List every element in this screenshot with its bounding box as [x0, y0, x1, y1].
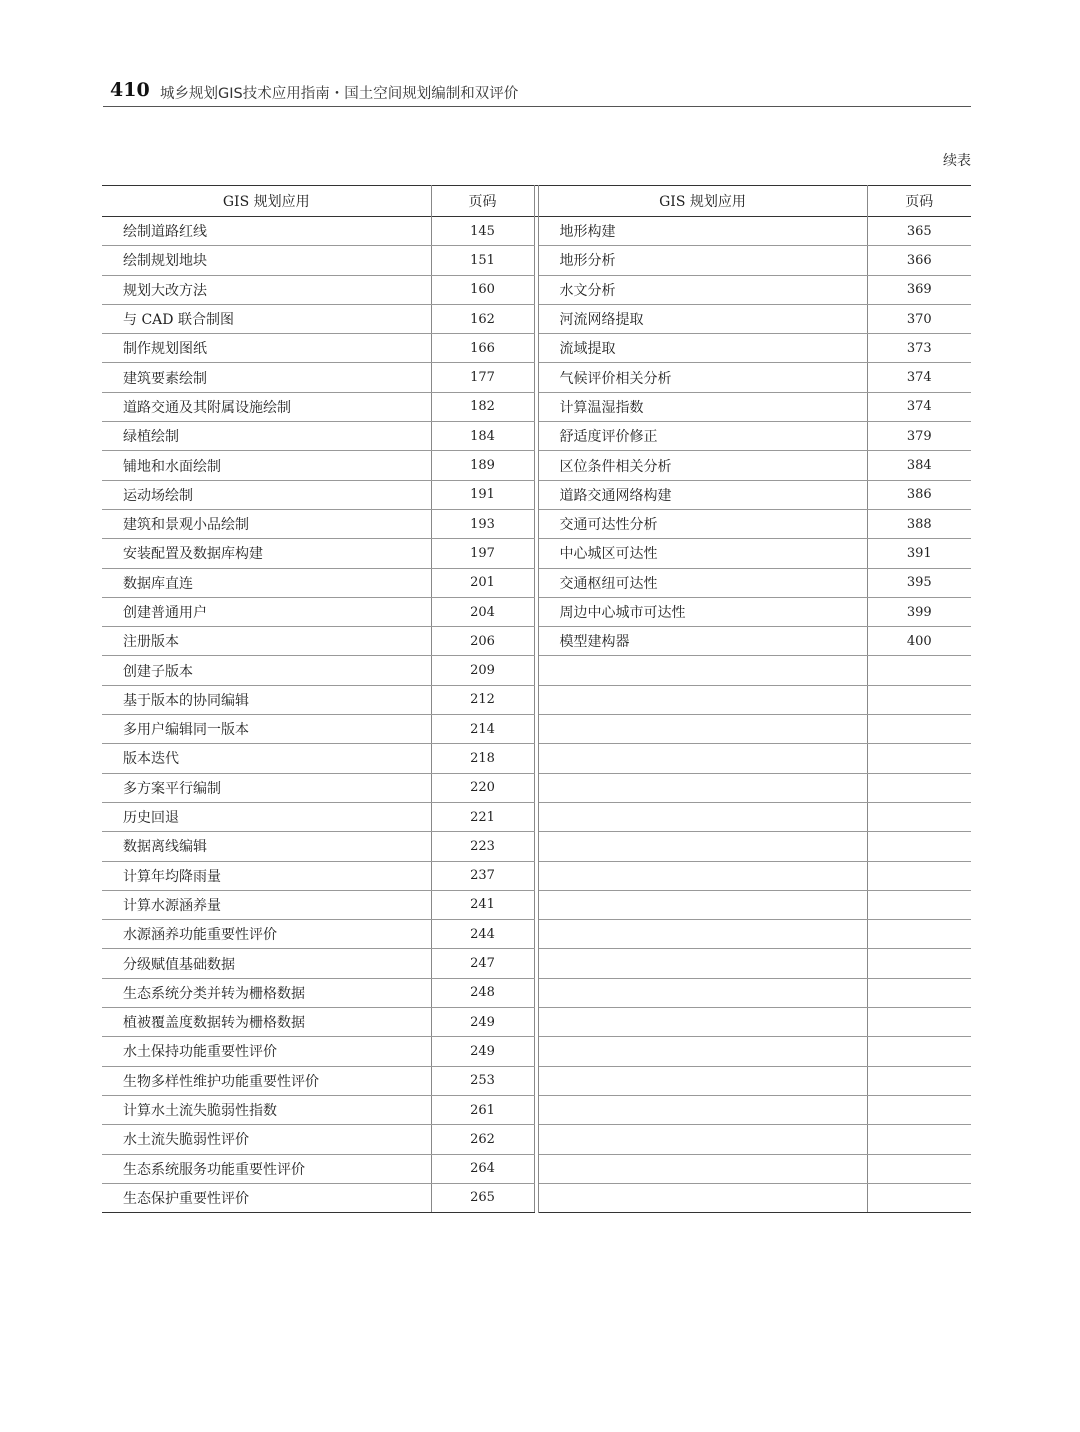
entry-name-left: 多用户编辑同一版本: [102, 715, 431, 744]
table-row: [102, 480, 971, 509]
table-row: [102, 1037, 971, 1066]
entry-name-right: [538, 715, 867, 744]
entry-name-right: 水文分析: [538, 275, 867, 304]
entry-name-right: [538, 978, 867, 1007]
table-header-row: [102, 186, 971, 217]
entry-name-left: 绿植绘制: [102, 422, 431, 451]
entry-name-left: 数据库直连: [102, 568, 431, 597]
entry-page-right: [867, 1125, 971, 1154]
entry-page-right: [867, 949, 971, 978]
entry-page-left: 204: [431, 597, 534, 626]
header-page-right: 页码: [905, 194, 934, 210]
entry-page-right: [867, 832, 971, 861]
entry-name-right: [538, 685, 867, 714]
table-row: [102, 890, 971, 919]
entry-name-right: 中心城区可达性: [538, 539, 867, 568]
entry-name-left: 道路交通及其附属设施绘制: [102, 392, 431, 421]
entry-name-right: [538, 1154, 867, 1183]
entry-name-left: 计算水土流失脆弱性指数: [102, 1095, 431, 1124]
entry-name-left: 基于版本的协同编辑: [102, 685, 431, 714]
entry-name-left: 生态保护重要性评价: [102, 1183, 431, 1212]
entry-name-right: [538, 1095, 867, 1124]
entry-name-right: [538, 744, 867, 773]
entry-name-right: [538, 861, 867, 890]
entry-page-left: 197: [431, 539, 534, 568]
entry-name-left: 与 CAD 联合制图: [102, 304, 431, 333]
entry-page-right: 365: [867, 217, 971, 246]
entry-page-right: [867, 1066, 971, 1095]
entry-name-left: 生物多样性维护功能重要性评价: [102, 1066, 431, 1095]
entry-page-right: [867, 773, 971, 802]
entry-page-right: 370: [867, 304, 971, 333]
entry-page-left: 265: [431, 1183, 534, 1212]
entry-page-left: 214: [431, 715, 534, 744]
entry-name-right: [538, 1183, 867, 1212]
entry-page-right: [867, 1008, 971, 1037]
entry-page-right: [867, 802, 971, 831]
table-row: [102, 920, 971, 949]
entry-name-right: [538, 1066, 867, 1095]
entry-page-left: 182: [431, 392, 534, 421]
application-index-table: [102, 185, 971, 1213]
entry-page-left: 220: [431, 773, 534, 802]
entry-name-right: [538, 802, 867, 831]
table-row: [102, 509, 971, 538]
table-row: [102, 568, 971, 597]
table-row: [102, 949, 971, 978]
entry-name-left: 计算水源涵养量: [102, 890, 431, 919]
entry-page-left: 218: [431, 744, 534, 773]
header-application-right: GIS 规划应用: [538, 186, 867, 217]
entry-name-left: 注册版本: [102, 627, 431, 656]
entry-name-right: [538, 1037, 867, 1066]
entry-page-right: [867, 685, 971, 714]
entry-page-left: 247: [431, 949, 534, 978]
page-number: 410: [110, 79, 150, 101]
table-row: [102, 656, 971, 685]
table-row: [102, 715, 971, 744]
table-row: [102, 773, 971, 802]
entry-page-left: 253: [431, 1066, 534, 1095]
entry-name-right: 交通可达性分析: [538, 509, 867, 538]
entry-page-left: 223: [431, 832, 534, 861]
entry-name-right: 模型建构器: [538, 627, 867, 656]
entry-page-right: 366: [867, 246, 971, 275]
entry-page-right: 388: [867, 509, 971, 538]
table-row: [102, 451, 971, 480]
entry-page-left: 160: [431, 275, 534, 304]
entry-name-right: [538, 1008, 867, 1037]
table-row: [102, 304, 971, 333]
entry-name-left: 规划大改方法: [102, 275, 431, 304]
table-row: [102, 1095, 971, 1124]
entry-name-left: 建筑要素绘制: [102, 363, 431, 392]
entry-name-left: 水源涵养功能重要性评价: [102, 920, 431, 949]
entry-page-left: 166: [431, 334, 534, 363]
entry-page-right: 395: [867, 568, 971, 597]
entry-page-left: 249: [431, 1037, 534, 1066]
entry-name-left: 铺地和水面绘制: [102, 451, 431, 480]
entry-name-left: 创建普通用户: [102, 597, 431, 626]
table-row: [102, 744, 971, 773]
table-row: [102, 832, 971, 861]
table-row: [102, 685, 971, 714]
table-row: [102, 334, 971, 363]
entry-name-right: 地形分析: [538, 246, 867, 275]
entry-page-left: 177: [431, 363, 534, 392]
table-row: [102, 422, 971, 451]
entry-page-left: 191: [431, 480, 534, 509]
entry-name-right: [538, 920, 867, 949]
entry-name-right: [538, 949, 867, 978]
table-row: [102, 1008, 971, 1037]
entry-name-left: 版本迭代: [102, 744, 431, 773]
table-row: [102, 217, 971, 246]
entry-name-left: 计算年均降雨量: [102, 861, 431, 890]
entry-name-right: [538, 1125, 867, 1154]
entry-name-left: 绘制道路红线: [102, 217, 431, 246]
entry-page-left: 206: [431, 627, 534, 656]
table-row: [102, 392, 971, 421]
entry-page-right: [867, 744, 971, 773]
table-body: [102, 217, 971, 1213]
entry-name-right: 气候评价相关分析: [538, 363, 867, 392]
entry-page-left: 193: [431, 509, 534, 538]
table-row: [102, 363, 971, 392]
entry-name-left: 建筑和景观小品绘制: [102, 509, 431, 538]
entry-name-right: 河流网络提取: [538, 304, 867, 333]
entry-page-left: 221: [431, 802, 534, 831]
entry-page-left: 261: [431, 1095, 534, 1124]
table-row: [102, 802, 971, 831]
entry-page-right: 386: [867, 480, 971, 509]
table-row: [102, 275, 971, 304]
entry-page-left: 249: [431, 1008, 534, 1037]
entry-name-left: 多方案平行编制: [102, 773, 431, 802]
entry-page-right: 369: [867, 275, 971, 304]
entry-name-left: 运动场绘制: [102, 480, 431, 509]
entry-name-left: 生态系统分类并转为栅格数据: [102, 978, 431, 1007]
entry-page-left: 209: [431, 656, 534, 685]
entry-page-right: 374: [867, 392, 971, 421]
entry-page-left: 248: [431, 978, 534, 1007]
entry-page-right: 391: [867, 539, 971, 568]
entry-page-left: 264: [431, 1154, 534, 1183]
header-page-left: 页码: [468, 194, 497, 210]
entry-name-left: 制作规划图纸: [102, 334, 431, 363]
entry-name-left: 创建子版本: [102, 656, 431, 685]
entry-page-right: [867, 978, 971, 1007]
entry-name-right: 舒适度评价修正: [538, 422, 867, 451]
entry-page-right: [867, 1154, 971, 1183]
entry-name-right: [538, 832, 867, 861]
table-row: [102, 597, 971, 626]
entry-name-left: 历史回退: [102, 802, 431, 831]
entry-name-right: [538, 773, 867, 802]
entry-name-left: 分级赋值基础数据: [102, 949, 431, 978]
entry-page-left: 145: [431, 217, 534, 246]
entry-page-right: 379: [867, 422, 971, 451]
entry-page-right: [867, 656, 971, 685]
entry-name-left: 数据离线编辑: [102, 832, 431, 861]
entry-name-right: 周边中心城市可达性: [538, 597, 867, 626]
table-row: [102, 1125, 971, 1154]
entry-page-left: 201: [431, 568, 534, 597]
running-title: 城乡规划GIS技术应用指南・国土空间规划编制和双评价: [160, 86, 519, 102]
entry-name-right: 计算温湿指数: [538, 392, 867, 421]
entry-page-right: 373: [867, 334, 971, 363]
table-row: [102, 1154, 971, 1183]
entry-page-left: 151: [431, 246, 534, 275]
continued-label: 续表: [943, 153, 971, 169]
entry-page-left: 162: [431, 304, 534, 333]
entry-page-left: 241: [431, 890, 534, 919]
entry-page-right: [867, 1183, 971, 1212]
entry-name-left: 水土保持功能重要性评价: [102, 1037, 431, 1066]
table-row: [102, 627, 971, 656]
entry-page-left: 184: [431, 422, 534, 451]
entry-name-right: 交通枢纽可达性: [538, 568, 867, 597]
table-row: [102, 539, 971, 568]
entry-page-right: [867, 920, 971, 949]
entry-page-right: 384: [867, 451, 971, 480]
entry-page-left: 212: [431, 685, 534, 714]
entry-page-left: 244: [431, 920, 534, 949]
entry-page-right: [867, 861, 971, 890]
table-row: [102, 861, 971, 890]
entry-page-right: 399: [867, 597, 971, 626]
entry-page-right: [867, 1095, 971, 1124]
entry-name-left: 生态系统服务功能重要性评价: [102, 1154, 431, 1183]
entry-name-right: [538, 656, 867, 685]
entry-name-right: 区位条件相关分析: [538, 451, 867, 480]
table-row: [102, 978, 971, 1007]
entry-page-right: [867, 1037, 971, 1066]
entry-page-left: 237: [431, 861, 534, 890]
entry-name-right: [538, 890, 867, 919]
header-application-left: GIS 规划应用: [102, 186, 431, 217]
entry-name-left: 安装配置及数据库构建: [102, 539, 431, 568]
entry-page-right: [867, 890, 971, 919]
table-row: [102, 1066, 971, 1095]
entry-page-right: 374: [867, 363, 971, 392]
page-header: [103, 78, 971, 107]
entry-name-left: 绘制规划地块: [102, 246, 431, 275]
table-row: [102, 246, 971, 275]
entry-name-right: 地形构建: [538, 217, 867, 246]
entry-name-left: 水土流失脆弱性评价: [102, 1125, 431, 1154]
entry-page-left: 189: [431, 451, 534, 480]
entry-page-right: 400: [867, 627, 971, 656]
entry-name-right: 流域提取: [538, 334, 867, 363]
entry-page-right: [867, 715, 971, 744]
entry-name-right: 道路交通网络构建: [538, 480, 867, 509]
entry-name-left: 植被覆盖度数据转为栅格数据: [102, 1008, 431, 1037]
table-row: [102, 1183, 971, 1212]
entry-page-left: 262: [431, 1125, 534, 1154]
